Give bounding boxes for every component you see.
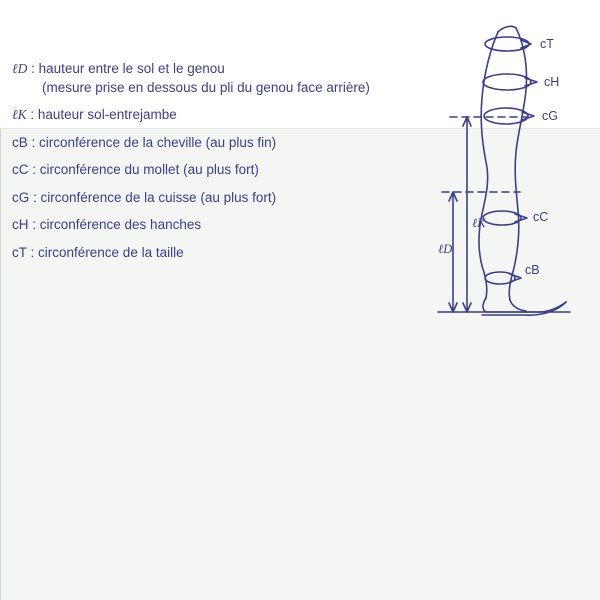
legend-code: ℓK — [12, 107, 27, 122]
figure-label-cH: cH — [544, 75, 560, 89]
heel-outline — [510, 300, 526, 311]
calf-band-cC — [483, 211, 521, 225]
leg-measurement-figure — [420, 20, 595, 330]
figure-label-lD: ℓD — [438, 242, 453, 256]
legend-code: cH — [12, 217, 29, 232]
legend-list — [12, 62, 442, 273]
legend-text: : hauteur entre le sol et le genou — [27, 61, 225, 76]
legend-code: cC — [12, 162, 29, 177]
legend-item — [12, 136, 442, 150]
legend-item — [12, 191, 442, 205]
figure-label-cT: cT — [540, 37, 554, 51]
legend-item — [12, 218, 442, 232]
legend-subtext: (mesure prise en dessous du pli du genou face arrière) — [42, 79, 370, 95]
legend-code: cG — [12, 189, 30, 205]
figure-label-cC: cC — [533, 210, 549, 224]
leg-back-outline — [509, 28, 526, 300]
legend-code: cB — [12, 134, 28, 150]
legend-item — [12, 246, 442, 260]
hip-band-cH — [483, 74, 531, 90]
legend-text: : hauteur sol-entrejambe — [26, 107, 177, 122]
legend-item — [12, 108, 442, 122]
waist-top-outline — [498, 26, 516, 32]
figure-label-cG: cG — [542, 109, 558, 123]
legend-text: : circonférence de la taille — [26, 244, 184, 260]
legend-item — [12, 62, 442, 94]
legend-text: : circonférence de la cheville (au plus fin) — [27, 134, 277, 150]
legend-item — [12, 163, 442, 177]
legend-text: : circonférence des hanches — [28, 217, 202, 232]
legend-code: cT — [12, 244, 27, 260]
leg-front-outline — [479, 32, 498, 298]
legend-code: ℓD — [12, 61, 28, 76]
legend-text: : circonférence de la cuisse (au plus fort) — [29, 189, 277, 205]
figure-label-lK: ℓK — [472, 216, 486, 230]
legend-text: : circonférence du mollet (au plus fort) — [28, 162, 259, 177]
figure-svg — [420, 20, 595, 330]
figure-label-cB: cB — [525, 263, 540, 277]
